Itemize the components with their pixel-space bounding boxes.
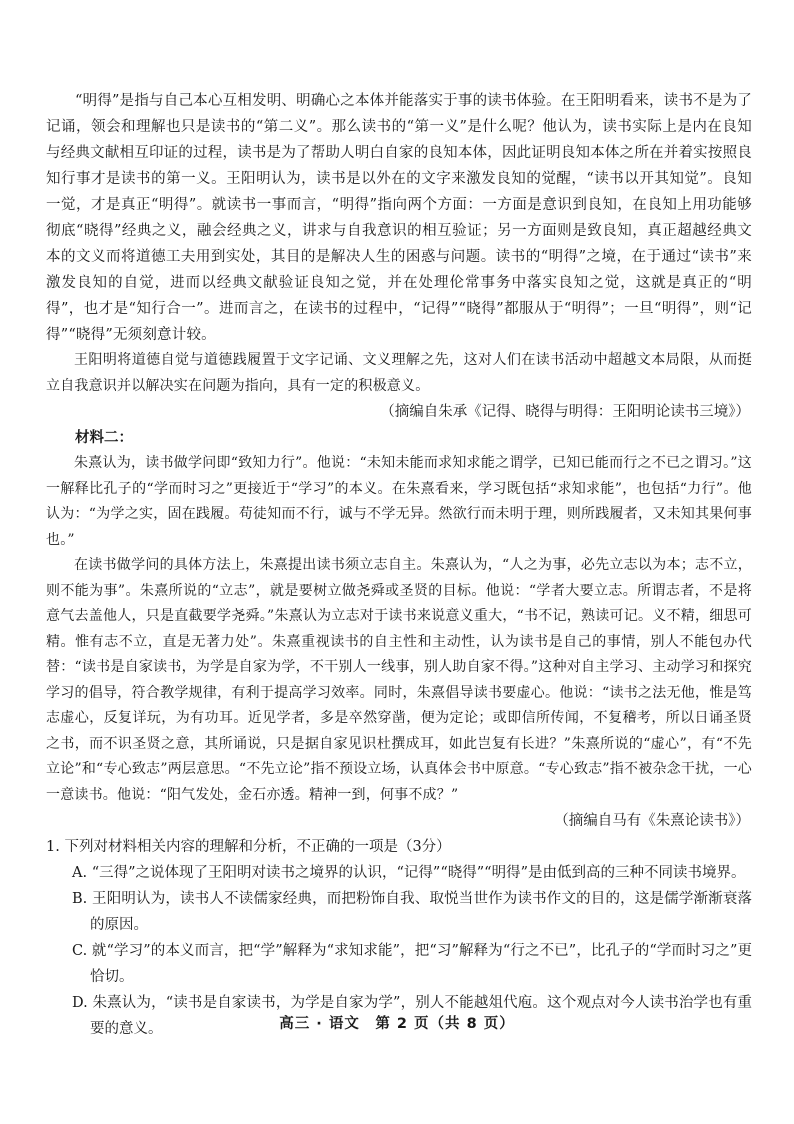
material1-paragraph-2: 王阳明将道德自觉与道德践履置于文字记诵、文义理解之先，这对人们在读书活动中超越文本局限，从而挺立自我意识并以解决实在问题为指向，具有一定的积极意义。 <box>46 352 752 394</box>
question-1-option-a: A. “三得”之说体现了王阳明对读书之境界的认识，“记得”“晓得”“明得”是由低到高的三种不同读书境界。 <box>72 865 746 881</box>
question-1-option-b: B. 王阳明认为，读书人不读儒家经典，而把粉饰自我、取悦当世作为读书作文的目的，这是儒学渐渐衰落的原因。 <box>72 891 752 933</box>
material1-source: （摘编自朱承《记得、晓得与明得：王阳明论读书三境》） <box>380 404 750 420</box>
material2-paragraph-1: 朱熹认为，读书做学问即“致知力行”。他说：“未知未能而求知求能之谓学，已知已能而行之不已之谓习。”这一解释比孔子的“学而时习之”更接近于“学习”的本义。在朱熹看来，学习既包括“求知求能”，也包括“力行”。他认为：“为学之实，固在践履。苟徒知而不行，诚与不学无异。然欲行而未明于理，则所践履者，又未知其果何事也。” <box>46 455 752 548</box>
question-1-option-c: C. 就“学习”的本义而言，把“学”解释为“求知求能”，把“习”解释为“行之不已”，比孔子的“学而时习之”更恰切。 <box>72 943 752 985</box>
material1-paragraph-1: “明得”是指与自己本心互相发明、明确心之本体并能落实于事的读书体验。在王阳明看来，读书不是为了记诵，领会和理解也只是读书的“第二义”。那么读书的“第一义”是什么呢？他认为，读书实际上是内在良知与经典文献相互印证的过程，读书是为了帮助人明白自家的良知本体，因此证明良知本体之所在并着实按照良知行事才是读书的第一义。王阳明认为，读书是以外在的文字来激发良知的觉醒，“读书以开其知觉”。良知一觉，才是真正“明得”。就读书一事而言，“明得”指向两个方面：一方面是意识到良知，在良知上用功能够彻底“晓得”经典之义，融会经典之义，讲求与自我意识的相互验证；另一方面则是致良知，真正超越经典文本的文义而将道德工夫用到实处，其目的是解决人生的困惑与问题。读书的“明得”之境，在于通过“读书”来激发良知的自觉，进而以经典文献验证良知之觉，并在处理伦常事务中落实良知之觉，这就是真正的“明得”，也才是“知行合一”。进而言之，在读书的过程中，“记得”“晓得”都服从于“明得”；一旦“明得”，则“记得”“晓得”无须刻意计较。 <box>46 93 752 343</box>
page-footer: 高三 · 语文 第 2 页（共 8 页） <box>279 1016 515 1032</box>
exam-page <box>46 88 752 1042</box>
material2-source: （摘编自马有《朱熹论读书》） <box>554 813 750 829</box>
question-1-stem: 1. 下列对材料相关内容的理解和分析，不正确的一项是（3分） <box>46 839 451 855</box>
question-1-option-d: D. 朱熹认为，“读书是自家读书，为学是自家为学”，别人不能越俎代庖。这个观点对今人读书治学也有重要的意义。 <box>72 995 752 1037</box>
material2-heading: 材料二： <box>75 429 133 446</box>
material2-paragraph-2: 在读书做学问的具体方法上，朱熹提出读书须立志自主。朱熹认为，“人之为事，必先立志以为本；志不立，则不能为事”。朱熹所说的“立志”，就是要树立做尧舜或圣贤的目标。他说：“学者大要立志。所谓志者，不是将意气去盖他人，只是直截要学尧舜。”朱熹认为立志对于读书来说意义重大，“书不记，熟读可记。义不精，细思可精。惟有志不立，直是无著力处”。朱熹重视读书的自主性和主动性，认为读书是自己的事情，别人不能包办代替：“读书是自家读书，为学是自家为学，不干别人一线事，别人助自家不得。”这种对自主学习、主动学习和探究学习的倡导，符合教学规律，有利于提高学习效率。同时，朱熹倡导读书要虚心。他说：“读书之法无他，惟是笃志虚心，反复详玩，为有功耳。近见学者，多是卒然穿凿，便为定论；或即信所传闻，不复稽考，所以日诵圣贤之书，而不识圣贤之意，其所诵说，只是据自家见识杜撰成耳，如此岂复有长进？”朱熹所说的“虚心”，有“不先立论”和“专心致志”两层意思。“不先立论”指不预设立场，认真体会书中原意。“专心致志”指不被杂念干扰，一心一意读书。他说：“阳气发处，金石亦透。精神一到，何事不成？” <box>46 557 752 803</box>
